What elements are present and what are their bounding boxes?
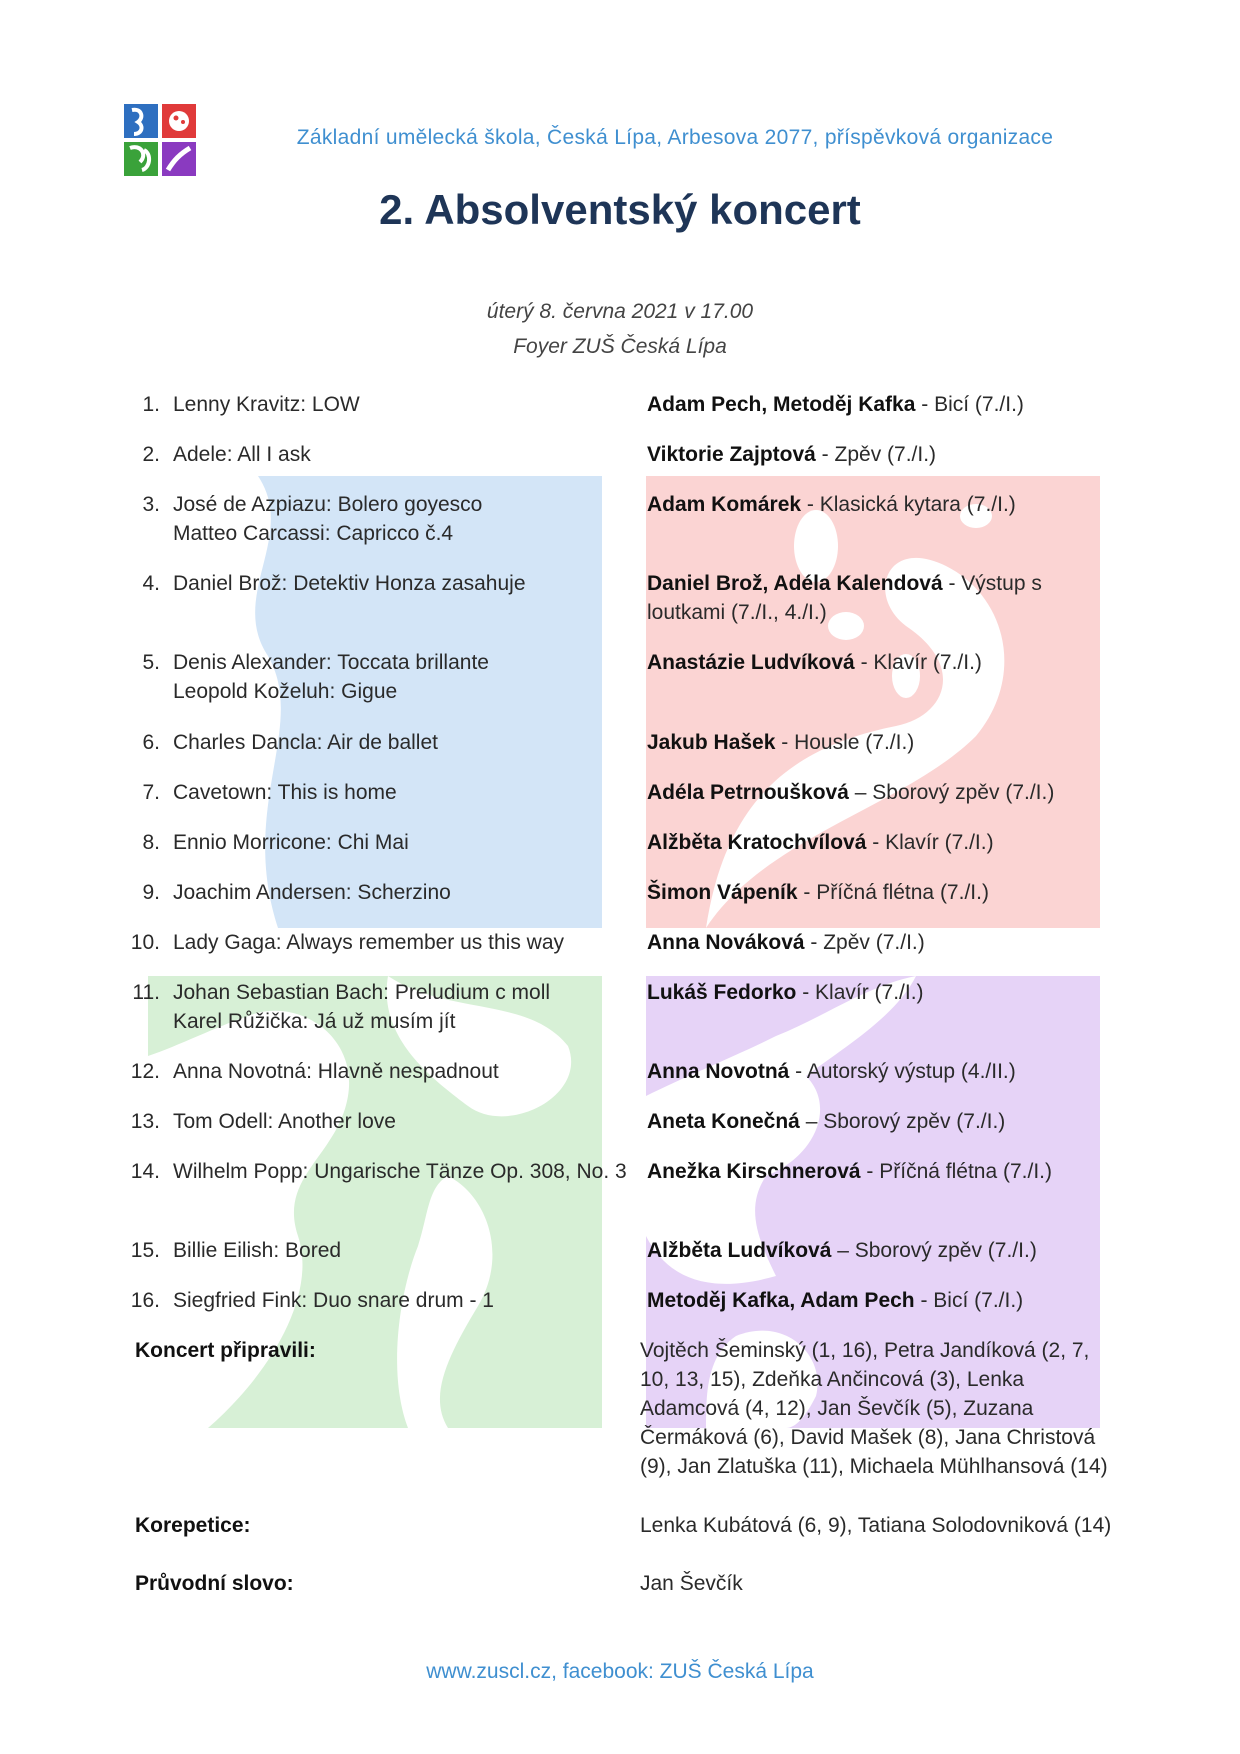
item-performer (647, 1057, 1107, 1086)
performer-name: Lukáš Fedorko (647, 981, 797, 1004)
item-performer (647, 440, 1107, 469)
item-performer (647, 569, 1067, 627)
item-performer (647, 978, 1107, 1007)
performer-detail: - Zpěv (7./I.) (804, 931, 925, 954)
performer-name: Viktorie Zajptová (647, 443, 816, 466)
item-piece (173, 1157, 643, 1186)
piece-title: Johan Sebastian Bach: Preludium c moll (173, 981, 551, 1004)
credits-host-value: Jan Ševčík (640, 1572, 743, 1595)
performer-name: Metoděj Kafka, Adam Pech (647, 1289, 915, 1312)
performer-detail: - Autorský výstup (4./II.) (789, 1060, 1016, 1083)
performer-name: Aneta Konečná (647, 1110, 800, 1133)
piece-title: Cavetown: This is home (173, 781, 397, 804)
item-number: 9. (142, 881, 160, 904)
credits-host-label: Průvodní slovo: (135, 1572, 294, 1595)
credits-accompaniment-value: Lenka Kubátová (6, 9), Tatiana Solodovniková (14) (640, 1514, 1112, 1537)
item-performer (647, 390, 1107, 419)
item-performer (647, 728, 1107, 757)
performer-name: Anna Nováková (647, 931, 805, 954)
item-number: 3. (142, 493, 160, 516)
item-performer (647, 648, 1107, 677)
item-number: 14. (130, 1160, 160, 1183)
item-performer (647, 878, 1107, 907)
piece-title: Joachim Andersen: Scherzino (173, 881, 451, 904)
piece-title: Siegfried Fink: Duo snare drum - 1 (173, 1289, 494, 1312)
item-performer (647, 1236, 1107, 1265)
performer-detail: – Sborový zpěv (7./I.) (848, 781, 1055, 804)
item-number: 2. (142, 443, 160, 466)
item-number: 1. (142, 393, 160, 416)
performer-detail: - Klavír (7./I.) (866, 831, 994, 854)
performer-detail: - Klavír (7./I.) (854, 651, 982, 674)
item-number: 16. (130, 1289, 160, 1312)
performer-name: Anna Novotná (647, 1060, 790, 1083)
performer-detail: - Housle (7./I.) (775, 731, 915, 754)
performer-detail: – Sborový zpěv (7./I.) (799, 1110, 1006, 1133)
item-number: 7. (142, 781, 160, 804)
item-number: 4. (142, 572, 160, 595)
performer-detail: - Bicí (7./I.) (914, 1289, 1024, 1312)
item-performer (647, 828, 1107, 857)
performer-name: Adam Pech, Metoděj Kafka (647, 393, 916, 416)
piece-title: Wilhelm Popp: Ungarische Tänze Op. 308, No. 3 (173, 1160, 627, 1183)
credits-prepared-label: Koncert připravili: (135, 1339, 316, 1362)
item-performer (647, 1286, 1107, 1315)
performer-name: Jakub Hašek (647, 731, 776, 754)
piece-title-second: Matteo Carcassi: Capricco č.4 (173, 522, 454, 545)
item-performer (647, 928, 1107, 957)
item-number: 12. (130, 1060, 160, 1083)
performer-name: Alžběta Ludvíková (647, 1239, 832, 1262)
piece-title: José de Azpiazu: Bolero goyesco (173, 493, 483, 516)
item-number: 6. (142, 731, 160, 754)
item-performer (647, 1157, 1107, 1186)
concert-date: úterý 8. června 2021 v 17.00 (486, 300, 754, 323)
performer-detail: - Bicí (7./I.) (915, 393, 1024, 416)
piece-title: Ennio Morricone: Chi Mai (173, 831, 409, 854)
performer-detail: - Příčná flétna (7./I.) (860, 1160, 1052, 1183)
performer-detail: - Zpěv (7./I.) (815, 443, 937, 466)
performer-detail: – Sborový zpěv (7./I.) (831, 1239, 1037, 1262)
piece-title: Charles Dancla: Air de ballet (173, 731, 438, 754)
piece-title: Denis Alexander: Toccata brillante (173, 651, 489, 674)
piece-title: Lenny Kravitz: LOW (173, 393, 360, 416)
piece-title: Tom Odell: Another love (173, 1110, 396, 1133)
page-title: 2. Absolventský koncert (379, 186, 861, 233)
credits-prepared-value: Vojtěch Šeminský (1, 16), Petra Jandíková (2, 7, 10, 13, 15), Zdeňka Ančincová (3), Lenka Adamcová (4, 12), Jan Ševčík (5), Zuzana Čermáková (6), David Mašek (8), Jana Christová (9), Jan Zlatuška (11), Michaela Mühlhansová (14) (640, 1339, 1108, 1478)
performer-name: Adam Komárek (647, 493, 802, 516)
performer-detail: - Klavír (7./I.) (796, 981, 924, 1004)
school-logo (124, 104, 196, 176)
performer-name: Šimon Vápeník (647, 881, 798, 904)
item-number: 10. (130, 931, 160, 954)
performer-detail: - Klasická kytara (7./I.) (801, 493, 1016, 516)
piece-title-second: Karel Růžička: Já už musím jít (173, 1010, 456, 1033)
concert-venue: Foyer ZUŠ Česká Lípa (513, 335, 727, 358)
piece-title-second: Leopold Koželuh: Gigue (173, 680, 398, 703)
performer-name: Anežka Kirschnerová (647, 1160, 861, 1183)
item-performer (647, 490, 1107, 519)
performer-name: Alžběta Kratochvílová (647, 831, 867, 854)
item-performer (647, 778, 1107, 807)
piece-title: Adele: All I ask (173, 443, 311, 466)
piece-title: Daniel Brož: Detektiv Honza zasahuje (173, 572, 526, 595)
piece-title: Lady Gaga: Always remember us this way (173, 931, 565, 954)
piece-title: Anna Novotná: Hlavně nespadnout (173, 1060, 499, 1083)
performer-name: Adéla Petrnoušková (647, 781, 849, 804)
performer-name: Anastázie Ludvíková (647, 651, 855, 674)
credits-accompaniment-label: Korepetice: (135, 1514, 251, 1537)
item-number: 8. (142, 831, 160, 854)
school-logo-icon (124, 104, 196, 176)
performer-detail: - Výstup s loutkami (7./I., 4./I.) (647, 572, 1042, 624)
footer-links: www.zuscl.cz, facebook: ZUŠ Česká Lípa (426, 1660, 814, 1683)
item-number: 15. (130, 1239, 160, 1262)
performer-name: Daniel Brož, Adéla Kalendová (647, 572, 943, 595)
item-number: 13. (130, 1110, 160, 1133)
piece-title: Billie Eilish: Bored (173, 1239, 342, 1262)
performer-detail: - Příčná flétna (7./I.) (797, 881, 989, 904)
item-number: 5. (142, 651, 160, 674)
school-name: Základní umělecká škola, Česká Lípa, Arbesova 2077, příspěvková organizace (296, 126, 1054, 149)
item-performer (647, 1107, 1107, 1136)
item-number: 11. (132, 981, 160, 1004)
